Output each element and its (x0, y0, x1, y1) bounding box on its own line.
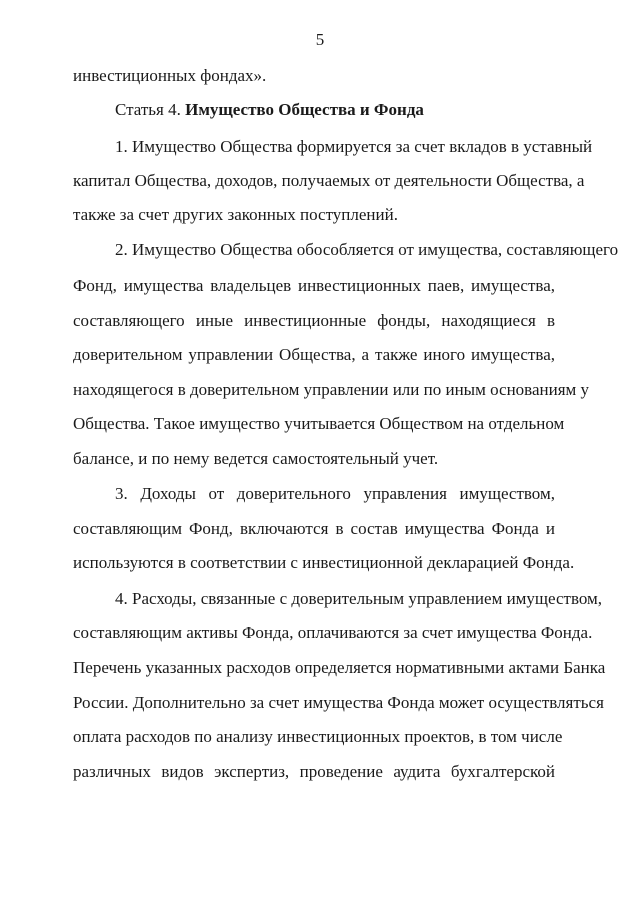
text-line: 3. Доходы от доверительного управления имуществом, (115, 484, 555, 503)
page-number: 5 (315, 30, 325, 49)
text-line: балансе, и по нему ведется самостоятельный учет. (73, 449, 439, 468)
text-line: оплата расходов по анализу инвестиционных проектов, в том числе (73, 727, 563, 746)
text-line: составляющего иные инвестиционные фонды, находящиеся в (73, 311, 555, 330)
text-line: используются в соответствии с инвестиционной декларацией Фонда. (73, 553, 575, 572)
text-line: капитал Общества, доходов, получаемых от деятельности Общества, а (73, 171, 585, 190)
text-line: 2. Имущество Общества обособляется от имущества, составляющего (115, 240, 619, 259)
text-line: 4. Расходы, связанные с доверительным управлением имуществом, (115, 589, 603, 608)
text-line: Фонд, имущества владельцев инвестиционных паев, имущества, (73, 276, 555, 295)
text-line: составляющим Фонд, включаются в состав имущества Фонда и (73, 519, 555, 538)
text-line: 1. Имущество Общества формируется за счет вкладов в уставный (115, 137, 593, 156)
text-line: различных видов экспертиз, проведение аудита бухгалтерской (73, 762, 555, 781)
text-line: также за счет других законных поступлений. (73, 205, 398, 224)
text-line: России. Дополнительно за счет имущества Фонда может осуществляться (73, 693, 604, 712)
text-line: доверительном управлении Общества, а также иного имущества, (73, 345, 555, 364)
article-title: Имущество Общества и Фонда (185, 100, 424, 119)
text-line: находящегося в доверительном управлении или по иным основаниям у (73, 380, 590, 399)
text-line: инвестиционных фондах». (73, 66, 267, 85)
text-line: Общества. Такое имущество учитывается Обществом на отдельном (73, 414, 565, 433)
text-line: составляющим активы Фонда, оплачиваются за счет имущества Фонда. (73, 623, 593, 642)
article-prefix: Статья 4. (115, 100, 186, 119)
text-line: Перечень указанных расходов определяется нормативными актами Банка (73, 658, 606, 677)
article-heading (115, 100, 555, 120)
